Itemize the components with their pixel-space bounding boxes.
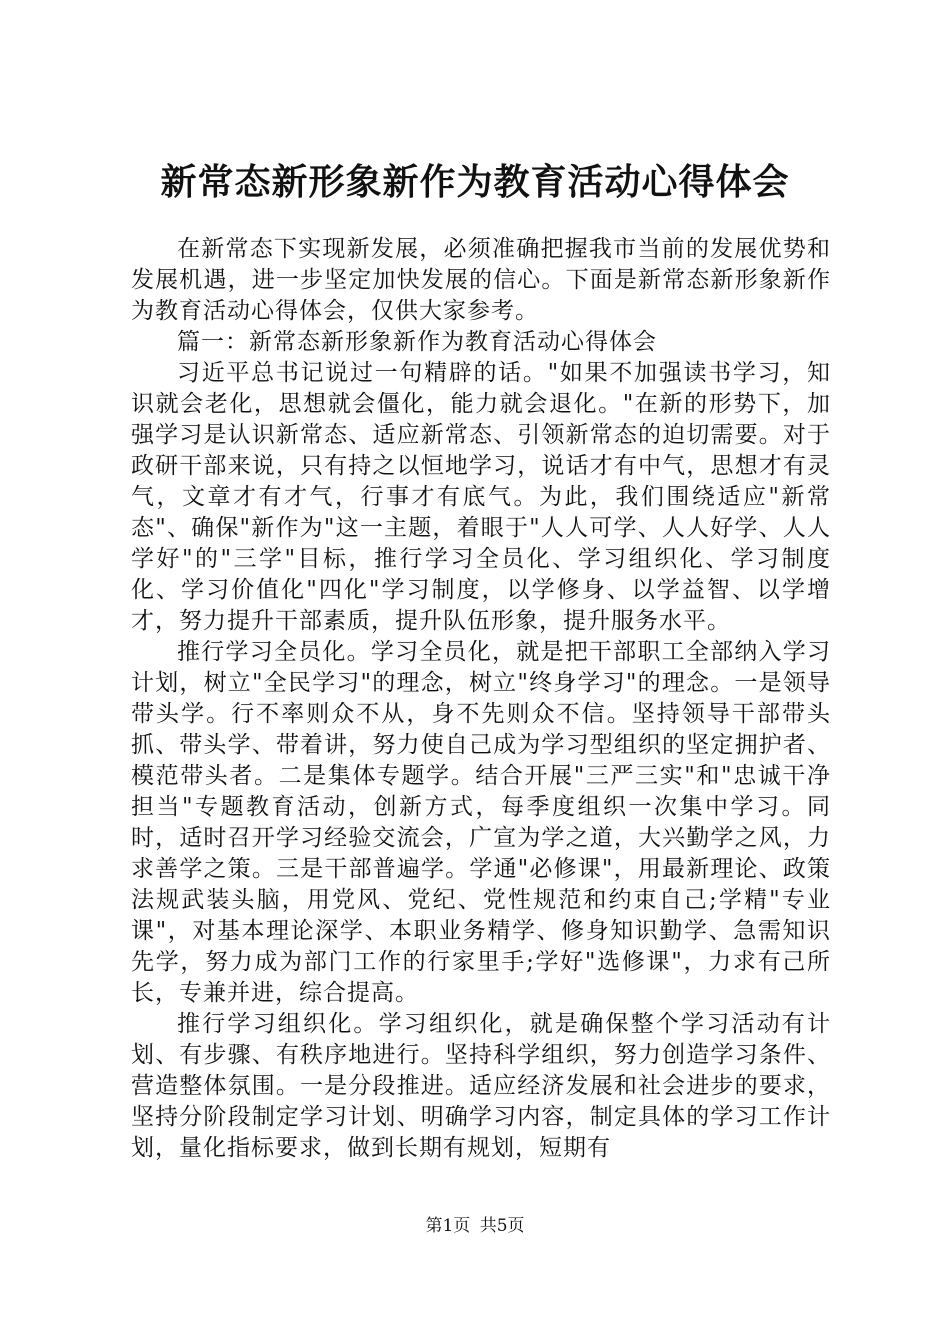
paragraph-2: 推行学习全员化。学习全员化，就是把干部职工全部纳入学习计划，树立"全民学习"的理念，树立"终身学习"的理念。一是领导带头学。行不率则众不从，身不先则众不信。坚持领导干部带头抓、带头学、带着讲，努力使自己成为学习型组织的坚定拥护者、模范带头者。二是集体专题学。结合开展"三严三实"和"忠诚干净担当"专题教育活动，创新方式，每季度组织一次集中学习。同时，适时召开学习经验交流会，广宣为学之道，大兴勤学之风，力求善学之策。三是干部普遍学。学通"必修课"，用最新理论、政策法规武装头脑，用党风、党纪、党性规范和约束自己;学精"专业课"，对基本理论深学、本职业务精学、修身知识勤学、急需知识先学，努力成为部门工作的行家里手;学好"选修课"，力求有己所长，专兼并进，综合提高。 xyxy=(131,639,832,1006)
page-number: 第1页 xyxy=(425,1216,471,1236)
paragraph-3: 推行学习组织化。学习组织化，就是确保整个学习活动有计划、有步骤、有秩序地进行。坚持科学组织，努力创造学习条件、营造整体氛围。一是分段推进。适应经济发展和社会进步的要求，坚持分阶段制定学习计划、明确学习内容，制定具体的学习工作计划，量化指标要求，做到长期有规划，短期有 xyxy=(131,1011,831,1161)
page-total: 共5页 xyxy=(479,1216,525,1236)
page-footer xyxy=(0,1215,950,1237)
document-body xyxy=(131,234,831,1164)
paragraph-intro: 在新常态下实现新发展，必须准确把握我市当前的发展优势和发展机遇，进一步坚定加快发展的信心。下面是新常态新形象新作为教育活动心得体会，仅供大家参考。 xyxy=(131,236,831,324)
document-title: 新常态新形象新作为教育活动心得体会 xyxy=(160,161,790,203)
paragraph-section-heading: 篇一：新常态新形象新作为教育活动心得体会 xyxy=(177,329,657,355)
paragraph-1: 习近平总书记说过一句精辟的话。"如果不加强读书学习，知识就会老化，思想就会僵化，能力就会退化。"在新的形势下，加强学习是认识新常态、适应新常态、引领新常态的迫切需要。对于政研干部来说，只有持之以恒地学习，说话才有中气，思想才有灵气，文章才有才气，行事才有底气。为此，我们围绕适应"新常态"、确保"新作为"这一主题，着眼于"人人可学、人人好学、人人学好"的"三学"目标，推行学习全员化、学习组织化、学习制度化、学习价值化"四化"学习制度，以学修身、以学益智、以学增才，努力提升干部素质，提升队伍形象，提升服务水平。 xyxy=(131,360,831,634)
